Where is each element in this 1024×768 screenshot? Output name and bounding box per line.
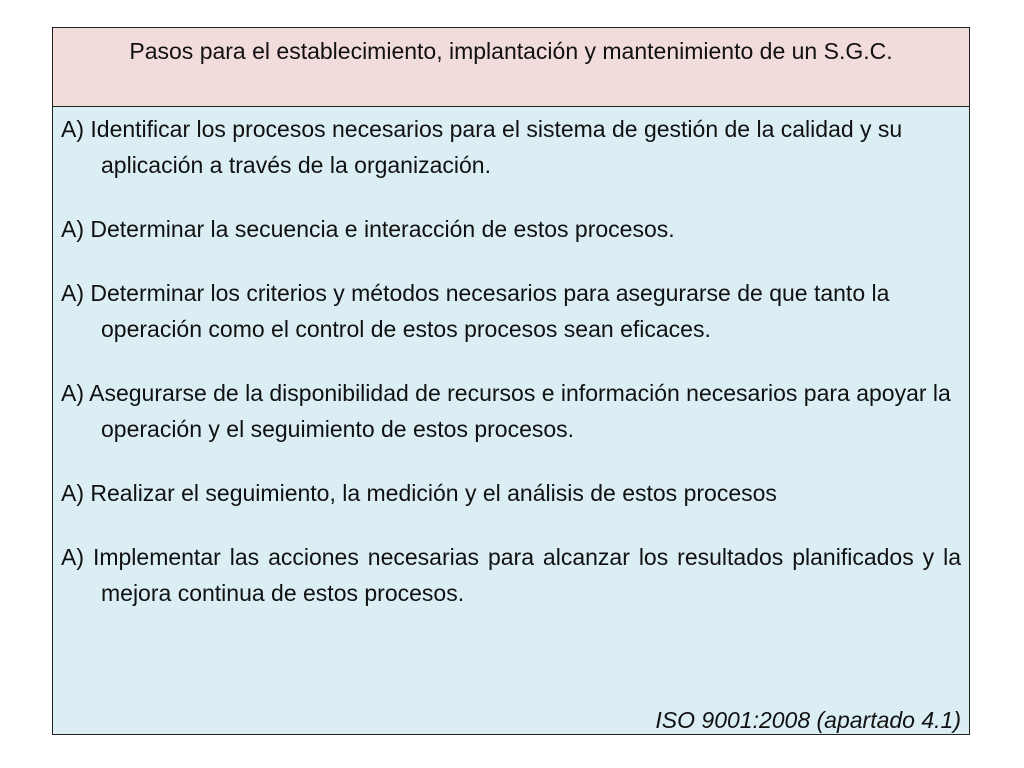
- iso-reference: ISO 9001:2008 (apartado 4.1): [655, 707, 961, 733]
- table-body: [53, 107, 969, 611]
- list-item: A) Implementar las acciones necesarias para alcanzar los resultados planificados y la mejora continua de estos procesos.: [61, 544, 961, 606]
- steps-table: [52, 27, 970, 735]
- list-item: A) Determinar la secuencia e interacción de estos procesos.: [61, 216, 675, 242]
- header-title: Pasos para el establecimiento, implantación y mantenimiento de un S.G.C.: [129, 38, 893, 64]
- list-item: A) Determinar los criterios y métodos necesarios para asegurarse de que tanto la operación como el control de estos procesos sean eficaces.: [61, 280, 890, 342]
- list-item: A) Identificar los procesos necesarios para el sistema de gestión de la calidad y su aplicación a través de la organización.: [61, 116, 903, 178]
- list-item: A) Realizar el seguimiento, la medición y el análisis de estos procesos: [61, 480, 777, 506]
- table-header: [53, 28, 969, 107]
- list-item: A) Asegurarse de la disponibilidad de recursos e información necesarios para apoyar la operación y el seguimiento de estos procesos.: [61, 380, 951, 442]
